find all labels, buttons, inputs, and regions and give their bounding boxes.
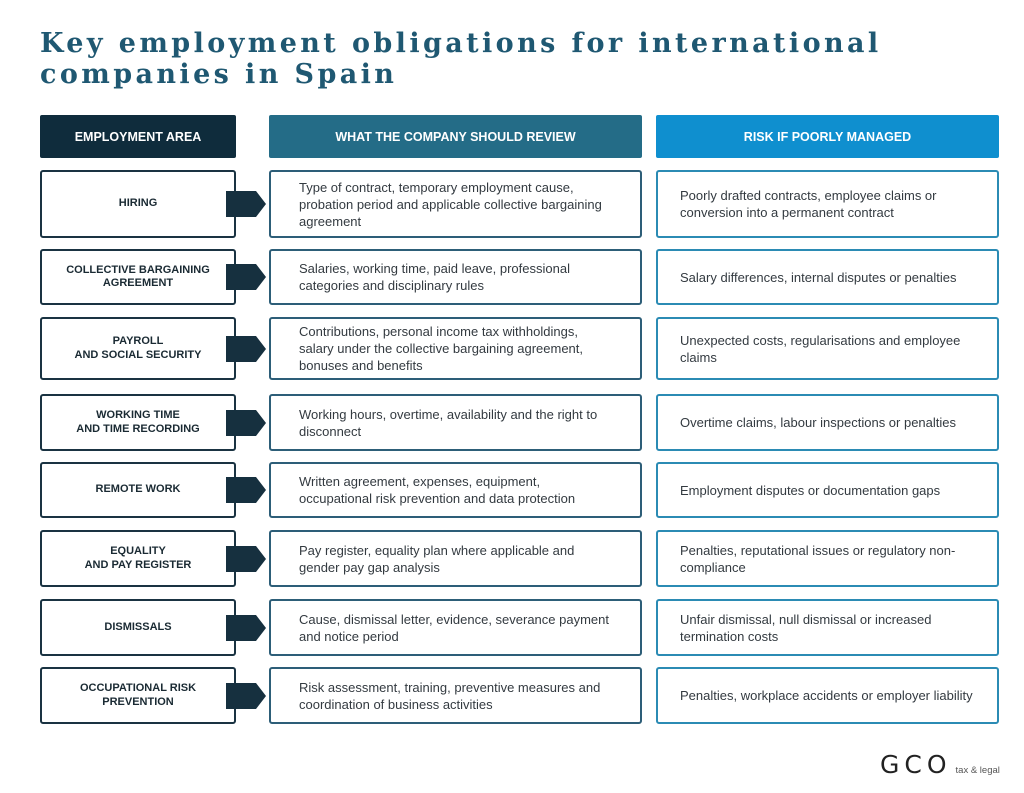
employment-area-label: HIRING bbox=[118, 197, 158, 210]
arrow-right-icon bbox=[226, 546, 266, 572]
risk-text: Overtime claims, labour inspections or penalties bbox=[680, 415, 957, 430]
review-cell bbox=[269, 462, 642, 518]
arrow-right-icon bbox=[226, 264, 266, 290]
arrow-right-icon bbox=[226, 410, 266, 436]
header-company-review: WHAT THE COMPANY SHOULD REVIEW bbox=[269, 115, 642, 158]
review-cell bbox=[269, 317, 642, 380]
table-row bbox=[0, 394, 1024, 451]
page-title: Key employment obligations for international companies in Spain bbox=[40, 28, 882, 90]
logo-tagline: tax & legal bbox=[955, 765, 1000, 776]
employment-area-cell bbox=[40, 530, 236, 587]
risk-text: Unfair dismissal, null dismissal or increased termination costs bbox=[680, 611, 932, 644]
review-text: Cause, dismissal letter, evidence, severance payment and notice period bbox=[299, 611, 609, 644]
review-text: Type of contract, temporary employment cause, probation period and applicable collective bargaining agreement bbox=[299, 179, 602, 229]
arrow-right-icon bbox=[226, 336, 266, 362]
review-text: Risk assessment, training, preventive measures and coordination of business activities bbox=[299, 679, 601, 712]
review-cell bbox=[269, 667, 642, 724]
employment-area-label: OCCUPATIONAL RISK PREVENTION bbox=[79, 682, 197, 708]
risk-text: Salary differences, internal disputes or penalties bbox=[680, 269, 957, 285]
employment-area-label: DISMISSALS bbox=[104, 620, 172, 633]
risk-cell bbox=[656, 530, 999, 587]
employment-area-cell bbox=[40, 667, 236, 724]
table-row bbox=[0, 317, 1024, 380]
risk-text: Poorly drafted contracts, employee claims or conversion into a permanent contract bbox=[680, 188, 937, 220]
review-text: Written agreement, expenses, equipment, occupational risk prevention and data protection bbox=[299, 474, 576, 506]
arrow-right-icon bbox=[226, 683, 266, 709]
risk-text: Employment disputes or documentation gaps bbox=[680, 482, 941, 498]
employment-area-cell bbox=[40, 462, 236, 518]
review-cell bbox=[269, 530, 642, 587]
employment-area-label: COLLECTIVE BARGAINING AGREEMENT bbox=[66, 263, 210, 289]
employment-area-cell bbox=[40, 599, 236, 656]
employment-area-label: PAYROLL AND SOCIAL SECURITY bbox=[74, 335, 202, 361]
review-cell bbox=[269, 170, 642, 238]
risk-cell bbox=[656, 667, 999, 724]
header-risk: RISK IF POORLY MANAGED bbox=[656, 115, 999, 158]
risk-text: Penalties, reputational issues or regulatory non-compliance bbox=[680, 542, 956, 575]
employment-area-label: REMOTE WORK bbox=[95, 483, 181, 496]
risk-cell bbox=[656, 317, 999, 380]
risk-cell bbox=[656, 599, 999, 656]
review-text: Working hours, overtime, availability and the right to disconnect bbox=[299, 406, 598, 439]
table-row bbox=[0, 530, 1024, 587]
review-text: Contributions, personal income tax withholdings, salary under the collective bargaining agreement, bonuses and benefits bbox=[299, 324, 584, 373]
risk-cell bbox=[656, 170, 999, 238]
logo-mark: GCO bbox=[880, 750, 952, 779]
review-text: Salaries, working time, paid leave, professional categories and disciplinary rules bbox=[299, 261, 570, 293]
risk-cell bbox=[656, 462, 999, 518]
arrow-right-icon bbox=[226, 191, 266, 217]
review-cell bbox=[269, 394, 642, 451]
risk-cell bbox=[656, 394, 999, 451]
risk-cell bbox=[656, 249, 999, 305]
employment-area-cell bbox=[40, 317, 236, 380]
table-row bbox=[0, 667, 1024, 724]
review-cell bbox=[269, 249, 642, 305]
employment-area-cell bbox=[40, 249, 236, 305]
table-row bbox=[0, 462, 1024, 518]
arrow-right-icon bbox=[226, 615, 266, 641]
arrow-right-icon bbox=[226, 477, 266, 503]
table-row bbox=[0, 249, 1024, 305]
employment-area-cell bbox=[40, 394, 236, 451]
risk-text: Unexpected costs, regularisations and employee claims bbox=[680, 332, 961, 365]
employment-area-cell bbox=[40, 170, 236, 238]
header-employment-area: EMPLOYMENT AREA bbox=[40, 115, 236, 158]
review-text: Pay register, equality plan where applicable and gender pay gap analysis bbox=[299, 542, 575, 575]
review-cell bbox=[269, 599, 642, 656]
risk-text: Penalties, workplace accidents or employer liability bbox=[680, 688, 973, 703]
employment-area-label: EQUALITY AND PAY REGISTER bbox=[84, 545, 192, 571]
table-row bbox=[0, 170, 1024, 238]
company-logo bbox=[880, 750, 1000, 779]
table-row bbox=[0, 599, 1024, 656]
employment-area-label: WORKING TIME AND TIME RECORDING bbox=[76, 409, 200, 435]
